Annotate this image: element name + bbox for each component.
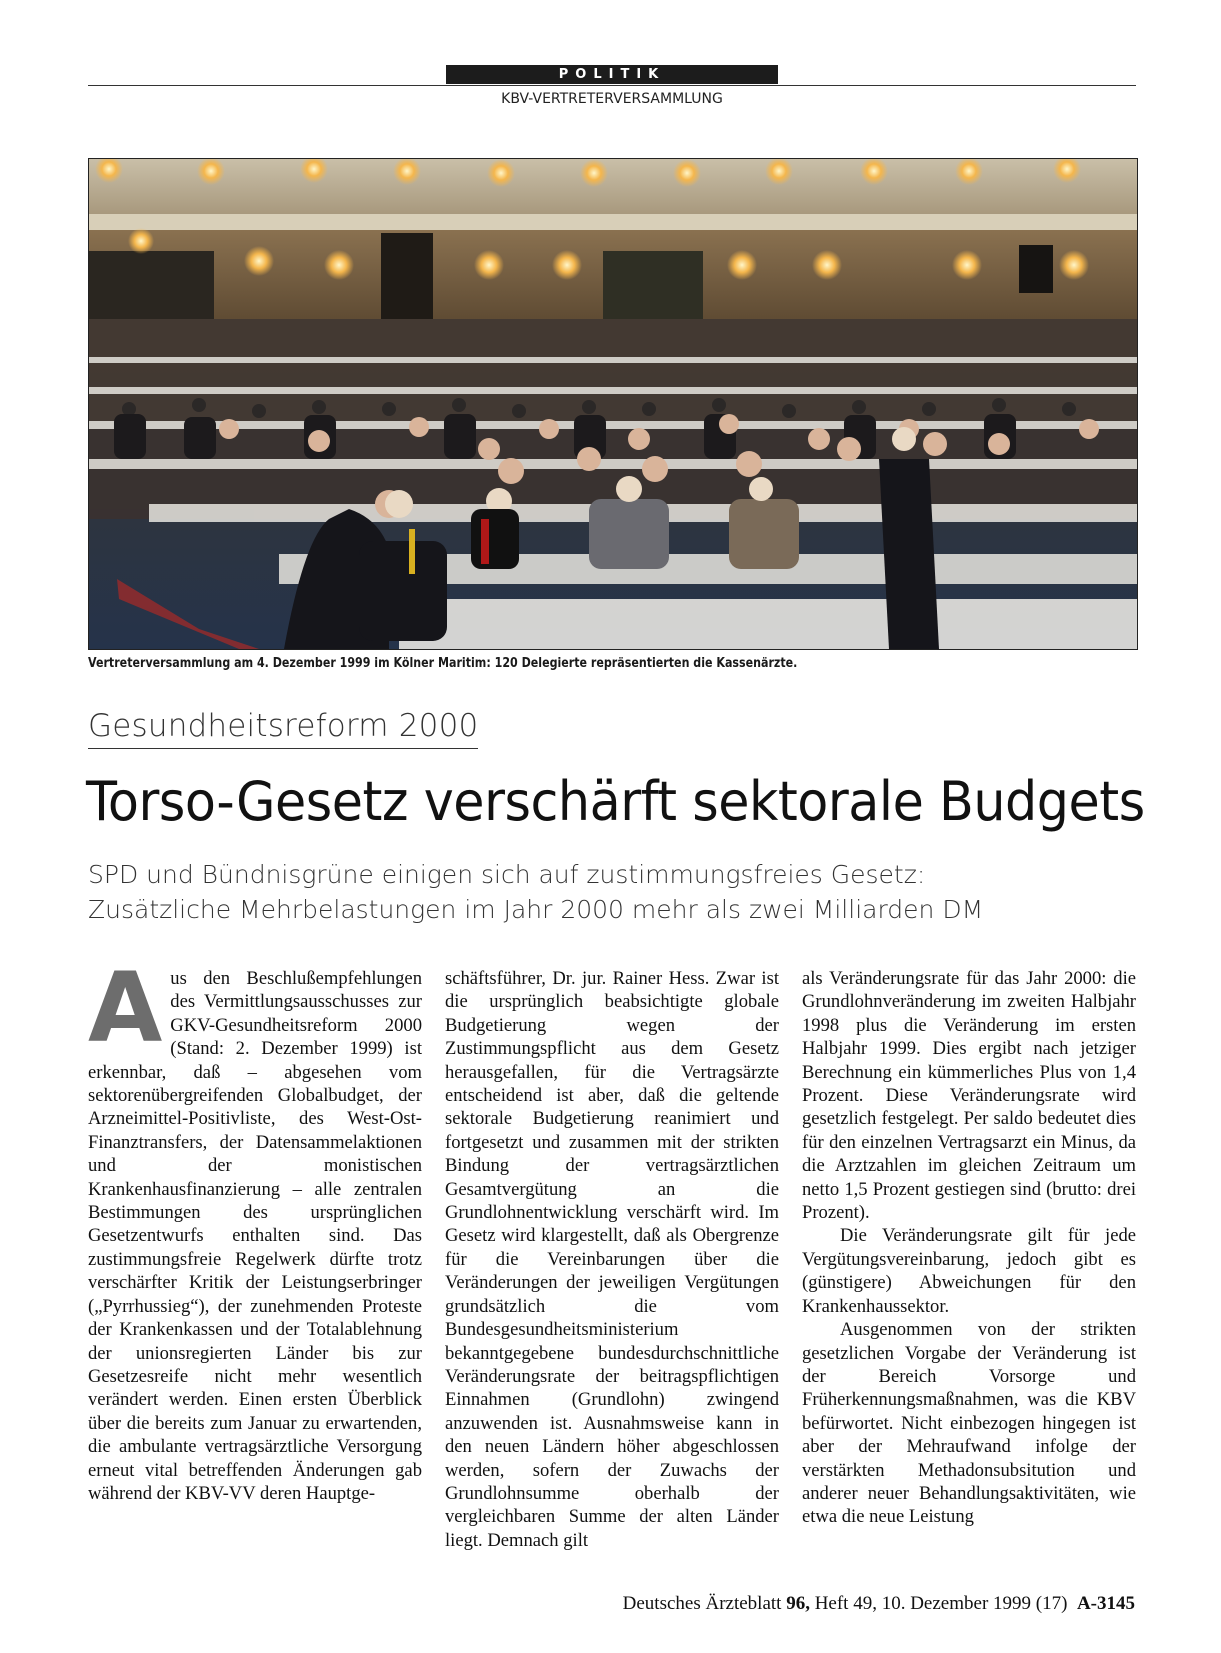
- body-paragraph: us den Beschlußempfehlungen des Vermittlungsausschusses zur GKV-Gesundheitsreform 2000 (Stand: 2. Dezember 1999) ist erkennbar, daß – abgesehen vom sektorenübergreifenden Globalbudget, der Arzneimittel-Positivliste, des West-Ost-Finanztransfers, der Datensammelaktionen und der monistischen Krankenhausfinanzierung – alle zentralen Bestimmungen des ursprünglichen Gesetzentwurfs enthalten sind. Das zustimmungsfreie Regelwerk dürfte trotz verschärfter Kritik der Leistungserbringer („Pyrrhussieg“), der zunehmenden Proteste der Krankenkassen und der Totalablehnung der unionsregierten Länder bis zur Gesetzesreife nicht mehr wesentlich verändert werden. Einen ersten Überblick über die bereits zum Januar zu erwartenden, die ambulante vertragsärztliche Versorgung erneut vital betreffenden Änderungen gab während der KBV-VV deren Hauptge-: [88, 968, 422, 1504]
- header-rule: [88, 85, 1136, 86]
- body-column-3: [802, 967, 1136, 1529]
- deck-line-2: Zusätzliche Mehrbelastungen im Jahr 2000 mehr als zwei Milliarden DM: [88, 895, 984, 924]
- article-deck: [88, 857, 983, 927]
- article-headline: Torso-Gesetz verschärft sektorale Budgets: [86, 770, 1145, 833]
- page-number: A-3145: [1076, 1593, 1135, 1614]
- article-kicker: Gesundheitsreform 2000: [88, 708, 478, 749]
- section-rubric: POLITIK: [446, 65, 778, 84]
- journal-name: Deutsches Ärzteblatt: [622, 1593, 782, 1614]
- body-paragraph: Ausgenommen von der strikten gesetzlichen Vorgabe der Veränderung ist der Bereich Vorsorge und Früherkennungsmaßnahmen, was die KBV befürwortet. Nicht einbezogen hingegen ist aber der Mehraufwand infolge der verstärkten Methadonsubsitution und anderer neuer Behandlungsaktivitäten, wie etwa die neue Leistung: [802, 1319, 1136, 1528]
- body-column-2: [445, 967, 779, 1552]
- body-paragraph: als Veränderungsrate für das Jahr 2000: die Grundlohnveränderung im zweiten Halbjahr 1998 plus die Veränderung im ersten Halbjahr 1999. Dies ergibt nach jetziger Berechnung ein kümmerliches Plus von 1,4 Prozent. Diese Veränderungsrate wird gesetzlich festgelegt. Per saldo bedeutet dies für den einzelnen Vertragsarzt ein Minus, da die Arztzahlen im gleichen Zeitraum um netto 1,5 Prozent gestiegen sind (brutto: drei Prozent).: [802, 968, 1136, 1224]
- body-paragraph: Die Veränderungsrate gilt für jede Vergütungsvereinbarung, jedoch gibt es (günstigere) Abweichungen für den Krankenhaussektor.: [802, 1225, 1136, 1317]
- journal-volume: 96,: [786, 1593, 810, 1614]
- body-paragraph: schäftsführer, Dr. jur. Rainer Hess. Zwar ist die ursprünglich beabsichtigte globale Budgetierung wegen der Zustimmungspflicht aus dem Gesetz herausgefallen, für die Vertragsärzte entscheidend ist aber, daß die geltende sektorale Budgetierung reanimiert und fortgesetzt und zusammen mit der strikten Bindung der vertragsärztlichen Gesamtvergütung an die Grundlohnentwicklung verschärft wird. Im Gesetz wird klargestellt, daß als Obergrenze für die Vereinbarungen über die Veränderungen der jeweiligen Vergütungen grundsätzlich die vom Bundesgesundheitsministerium bekanntgegebene bundesdurchschnittliche Veränderungsrate der beitragspflichtigen Einnahmen (Grundlohn) zwingend anzuwenden ist. Ausnahmsweise kann in den neuen Ländern höher abgeschlossen werden, sofern der Zuwachs der Grundlohnsumme oberhalb der vergleichbaren Summe der alten Länder liegt. Demnach gilt: [445, 968, 779, 1551]
- page-footer: [623, 1593, 1135, 1615]
- deck-line-1: SPD und Bündnisgrüne einigen sich auf zustimmungsfreies Gesetz:: [88, 860, 926, 889]
- journal-issue: Heft 49, 10. Dezember 1999 (17): [814, 1593, 1068, 1614]
- photo-caption: Vertreterversammlung am 4. Dezember 1999 im Kölner Maritim: 120 Delegierte repräsentierten die Kassenärzte.: [88, 655, 798, 671]
- body-column-1: [88, 952, 422, 1505]
- section-subrubric: KBV-VERTRETERVERSAMMLUNG: [501, 91, 723, 107]
- drop-cap: A: [88, 952, 163, 1064]
- conference-photo: [88, 158, 1138, 650]
